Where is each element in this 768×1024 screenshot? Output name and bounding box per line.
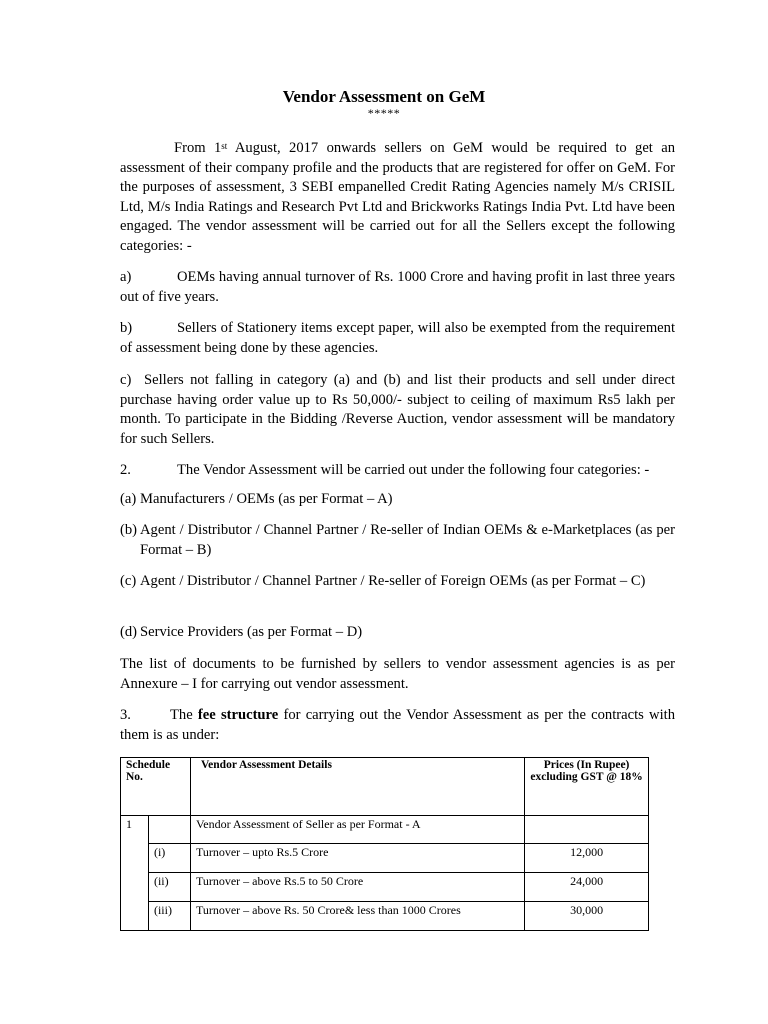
table-row [121,873,649,902]
category-d-text: Service Providers (as per Format – D) [140,624,363,640]
exemption-a [120,268,675,307]
header-details: Vendor Assessment Details [190,758,524,816]
header-schedule: Schedule No. [121,758,191,816]
title-ornament: ***** [367,106,401,120]
row-sub: (i) [148,844,190,873]
point-3-number: 3. [120,707,131,723]
section-price-empty [525,816,649,844]
table-section-row [121,816,649,844]
section-title: Vendor Assessment of Seller as per Format - A [190,816,524,844]
page-title: Vendor Assessment on GeM [282,87,486,106]
point-3-bold: fee structure [197,707,279,723]
row-sub: (ii) [148,873,190,902]
section-number: 1 [121,816,149,931]
point-2 [120,461,675,481]
intro-pre: From 1 [174,140,222,156]
exemption-c [120,371,675,449]
exemption-b [120,319,675,358]
category-d-label: (d) [120,624,138,640]
category-b-label: (b) [120,522,138,538]
exemption-a-label: a) [120,269,132,285]
row-detail: Turnover – upto Rs.5 Crore [190,844,524,873]
exemption-b-label: b) [120,320,133,336]
exemption-b-text: Sellers of Stationery items except paper, will also be exempted from the requirement of assessment being done by these agencies. [120,320,675,356]
exemption-a-text: OEMs having annual turnover of Rs. 1000 Crore and having profit in last three years out of five years. [120,269,675,305]
exemption-c-text: Sellers not falling in category (a) and (b) and list their products and sell under direct purchase having order value up to Rs 50,000/- subject to ceiling of maximum Rs5 lakh per month. To participate in the Bidding /Reverse Auction, vendor assessment will be mandatory for such Sellers. [120,372,676,447]
table-row [121,844,649,873]
category-a-text: Manufacturers / OEMs (as per Format – A) [140,491,393,507]
row-sub: (iii) [148,902,190,931]
table-row [121,902,649,931]
category-c-label: (c) [120,573,137,589]
point-2-number: 2. [120,462,131,478]
intro-post: August, 2017 onwards sellers on GeM would be required to get an assessment of their company profile and the products that are registered for offer on GeM. For the purposes of assessment, 3 SEBI empanelled Credit Rating Agencies namely M/s CRISIL Ltd, M/s India Ratings and Research Pvt Ltd and Brickworks Ratings India Pvt. Ltd have been engaged. The vendor assessment will be carried out for all the Sellers except the following categories: - [120,140,676,254]
row-detail: Turnover – above Rs.5 to 50 Crore [190,873,524,902]
category-c-text: Agent / Distributor / Channel Partner / Re-seller of Foreign OEMs (as per Format – C) [140,573,646,589]
row-price: 30,000 [525,902,649,931]
intro-paragraph [120,139,675,256]
intro-sup: st [221,141,228,151]
fee-table [120,757,649,931]
category-b-text: Agent / Distributor / Channel Partner / Re-seller of Indian OEMs & e-Marketplaces (as per Format – B) [140,522,675,558]
row-price: 12,000 [525,844,649,873]
table-header-row [121,758,649,816]
point-2-text: The Vendor Assessment will be carried out under the following four categories: - [177,462,650,478]
point-3-pre: The [170,707,198,723]
header-prices: Prices (In Rupee) excluding GST @ 18% [525,758,649,816]
point-3-post: for carrying out the Vendor Assessment as per the contracts with them is as under: [120,707,675,743]
annexure-paragraph: The list of documents to be furnished by sellers to vendor assessment agencies is as per Annexure – I for carrying out vendor assessment. [120,656,675,692]
row-price: 24,000 [525,873,649,902]
exemption-c-label: c) [120,372,132,388]
row-detail: Turnover – above Rs. 50 Crore& less than 1000 Crores [190,902,524,931]
point-3 [120,706,675,745]
category-a-label: (a) [120,491,137,507]
section-sub-empty [148,816,190,844]
